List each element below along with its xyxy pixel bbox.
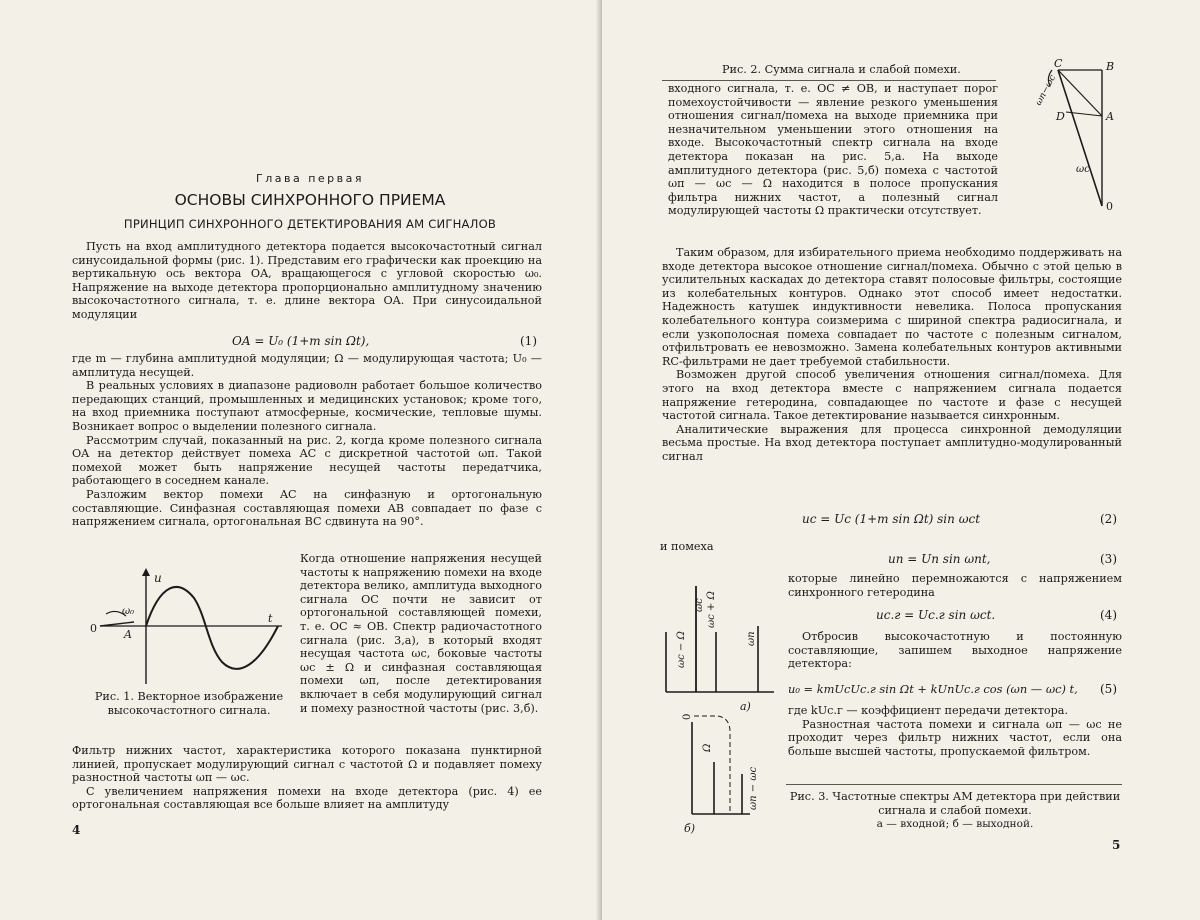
left-text-block-2 [72,352,542,529]
right-text-block-3 [788,630,1122,671]
figure-3-spectra [654,576,778,838]
right-text-block-1 [662,246,1122,464]
equation-1: OA = U₀ (1+m sin Ωt), [232,334,370,348]
paragraph: В реальных условиях в диапазоне радиоволн работает большое количество передающих станций, промышленных и медицинских установок; кроме того, на вход приемника поступают атмосферные, космические, тепловые шумы. Возникает вопрос о выделении полезного сигнала. [72,379,542,433]
label-d: D [1056,110,1065,123]
left-text-block-3 [72,744,542,812]
figure-2-vector-diagram [1022,56,1122,216]
label-omega-c: ωс [1076,164,1090,175]
label-wc-plus-omega: ωс + Ω [706,591,717,628]
equation-5: u₀ = kmUсUс.г sin Ωt + kUпUс.г cos (ωп — ωс) t, [788,682,1078,696]
lowpass-filter-curve [694,716,730,814]
label-o: 0 [1106,200,1113,213]
label-zero: 0 [682,713,693,720]
paragraph: Отбросив высокочастотную и постоянную составляющие, запишем выходное напряжение детектора: [788,630,1122,671]
paragraph: Таким образом, для избирательного приема необходимо поддерживать на входе детектора высокое отношение сигнал/помеха. Обычно с этой целью в усилительных каскадах до детектора ставят полосовые фильтры, состоящие из колебательных контуров. Однако этот способ имеет недостатки. Надежность катушек индуктивности невелика. Полоса пропускания колебательного контура соизмерима с шириной спектра радиосигнала, и если узкополосная помеха совпадает по частоте с полезным сигналом, отфильтровать ее невозможно. Замена колебательных контуров активными RC-фильтрами не дает требуемой стабильности. [662,246,1122,368]
paragraph: входного сигнала, т. е. OC ≠ OB, и наступает порог помехоустойчивости — явление резкого уменьшения отношения сигнал/помеха на выходе приемника при незначительном уменьшении этого отношения на входе. Высокочастотный спектр сигнала на входе детектора показан на рис. 5,а. На выходе амплитудного детектора (рис. 5,б) помеха с частотой ωп — ωс — Ω находится в полосе пропускания фильтра нижних частот, а полезный сигнал модулирующей частоты Ω практически отсутствует. [668,82,998,218]
equation-5-number: (5) [1100,682,1117,696]
paragraph: Разностная частота помехи и сигнала ωп — ωс не проходит через фильтр нижних частот, если она больше высшей частоты, пропускаемой фильтром. [788,717,1122,758]
figure-3-subcaption: а — входной; б — выходной. [876,818,1034,830]
equation-2-number: (2) [1100,512,1117,526]
right-page [602,0,1200,920]
label-diff: ωп − ωс [748,766,759,810]
paragraph: С увеличением напряжения помехи на входе детектора (рис. 4) ее ортогональная составляющая все больше влияет на амплитуду [72,784,542,812]
right-text-column [668,82,998,218]
equation-2: uс = Uс (1+m sin Ωt) sin ωсt [802,512,981,526]
equation-3-number: (3) [1100,552,1117,566]
paragraph: где m — глубина амплитудной модуляции; Ω — модулирующая частота; U₀ — амплитуда несущей. [72,352,542,379]
label-a: A [124,628,132,641]
label-omega-diff: ωп−ωс [1033,73,1059,108]
chapter-title: ОСНОВЫ СИНХРОННОГО ПРИЕМА [174,191,446,209]
label-wc-minus-omega: ωс − Ω [676,631,687,668]
paragraph: Рассмотрим случай, показанный на рис. 2, когда кроме полезного сигнала OA на детектор действует помеха AC с дискретной частотой ωп. Такой помехой может быть напряжение несущей частоты передатчика, работающего в соседнем канале. [72,433,542,488]
caption-rule [662,80,996,81]
label-t: t [268,612,273,625]
page-number-right: 5 [1112,838,1121,852]
paragraph: Когда отношение напряжения несущей частоты к напряжению помехи на входе детектора велико, амплитуда выходного сигнала OC почти не зависит от ортогональной составляющей помехи, т. е. OC ≈ OB. Спектр радиочастотного сигнала (рис. 3,а), в который входят несущая частота ωс, боковые частоты ωс ± Ω и синфазная составляющая помехи ωп, после детектирования включает в себя модулирующий сигнал и помеху разностной частоты (рис. 3,б). [300,552,542,715]
label-o: 0 [90,622,97,635]
figure-1-sine-diagram [82,566,292,686]
equation-4: uс.г = Uс.г sin ωсt. [876,608,996,622]
paragraph: где kUс.г — коэффициент передачи детектора. [788,704,1069,717]
left-text-column [300,552,542,715]
and-noise-text: и помеха [660,540,714,553]
right-text-block-4 [788,704,1122,758]
figure-1-caption: Рис. 1. Векторное изображение высокочастотного сигнала. [94,690,284,717]
label-u: u [154,571,162,585]
label-b: б) [684,822,696,835]
right-text-block-2 [788,572,1122,599]
paragraph: Фильтр нижних частот, характеристика которого показана пунктирной линией, пропускает модулирующий сигнал с частотой Ω и подавляет помеху разностной частоты ωп — ωс. [72,744,542,785]
figure-2-caption: Рис. 2. Сумма сигнала и слабой помехи. [722,63,961,76]
vector-oc [1058,70,1102,206]
equation-1-number: (1) [520,334,537,348]
equation-3: uп = Uп sin ωпt, [888,552,991,566]
page-number-left: 4 [72,823,81,837]
chapter-label: Глава первая [256,172,364,185]
figure-3-caption: Рис. 3. Частотные спектры АМ детектора при действии сигнала и слабой помехи. [789,790,1121,817]
label-wp: ωп [746,631,757,646]
label-omega: Ω [702,743,713,752]
label-b: B [1106,60,1115,73]
paragraph: Аналитические выражения для процесса синхронной демодуляции весьма простые. На вход детектора поступает амплитудно-модулированный сигнал [662,422,1122,463]
label-a: A [1106,110,1114,123]
left-text-block-1 [72,240,542,322]
equation-4-number: (4) [1100,608,1117,622]
label-a: а) [740,700,751,713]
sine-wave [146,587,278,669]
paragraph: Возможен другой способ увеличения отношения сигнал/помеха. Для этого на вход детектора вместе с напряжением сигнала подается напряжение гетеродина, совпадающее по частоте и фазе с несущей частотой сигнала. Такое детектирование называется синхронным. [662,368,1122,423]
section-title: ПРИНЦИП СИНХРОННОГО ДЕТЕКТИРОВАНИЯ АМ СИГНАЛОВ [123,217,497,231]
label-omega0: ω₀ [122,606,135,617]
paragraph: Разложим вектор помехи AC на синфазную и ортогональную составляющие. Синфазная составляющая помехи AB совпадает по фазе с напряжением сигнала, ортогональная BC сдвинута на 90°. [72,487,542,529]
paragraph: которые линейно перемножаются с напряжением синхронного гетеродина [788,572,1122,599]
paragraph: Пусть на вход амплитудного детектора подается высокочастотный сигнал синусоидальной формы (рис. 1). Представим его графически как проекцию на вертикальную ось вектора OA, вращающегося с угловой скоростью ω₀. Напряжение на выходе детектора пропорционально амплитудному значению высокочастотного сигнала, т. е. длине вектора OA. При синусоидальной модуляции [72,240,542,321]
y-axis-arrow [142,568,150,576]
label-c: C [1054,57,1063,70]
caption-rule [786,784,1122,785]
label-wc: ωс [694,598,705,612]
